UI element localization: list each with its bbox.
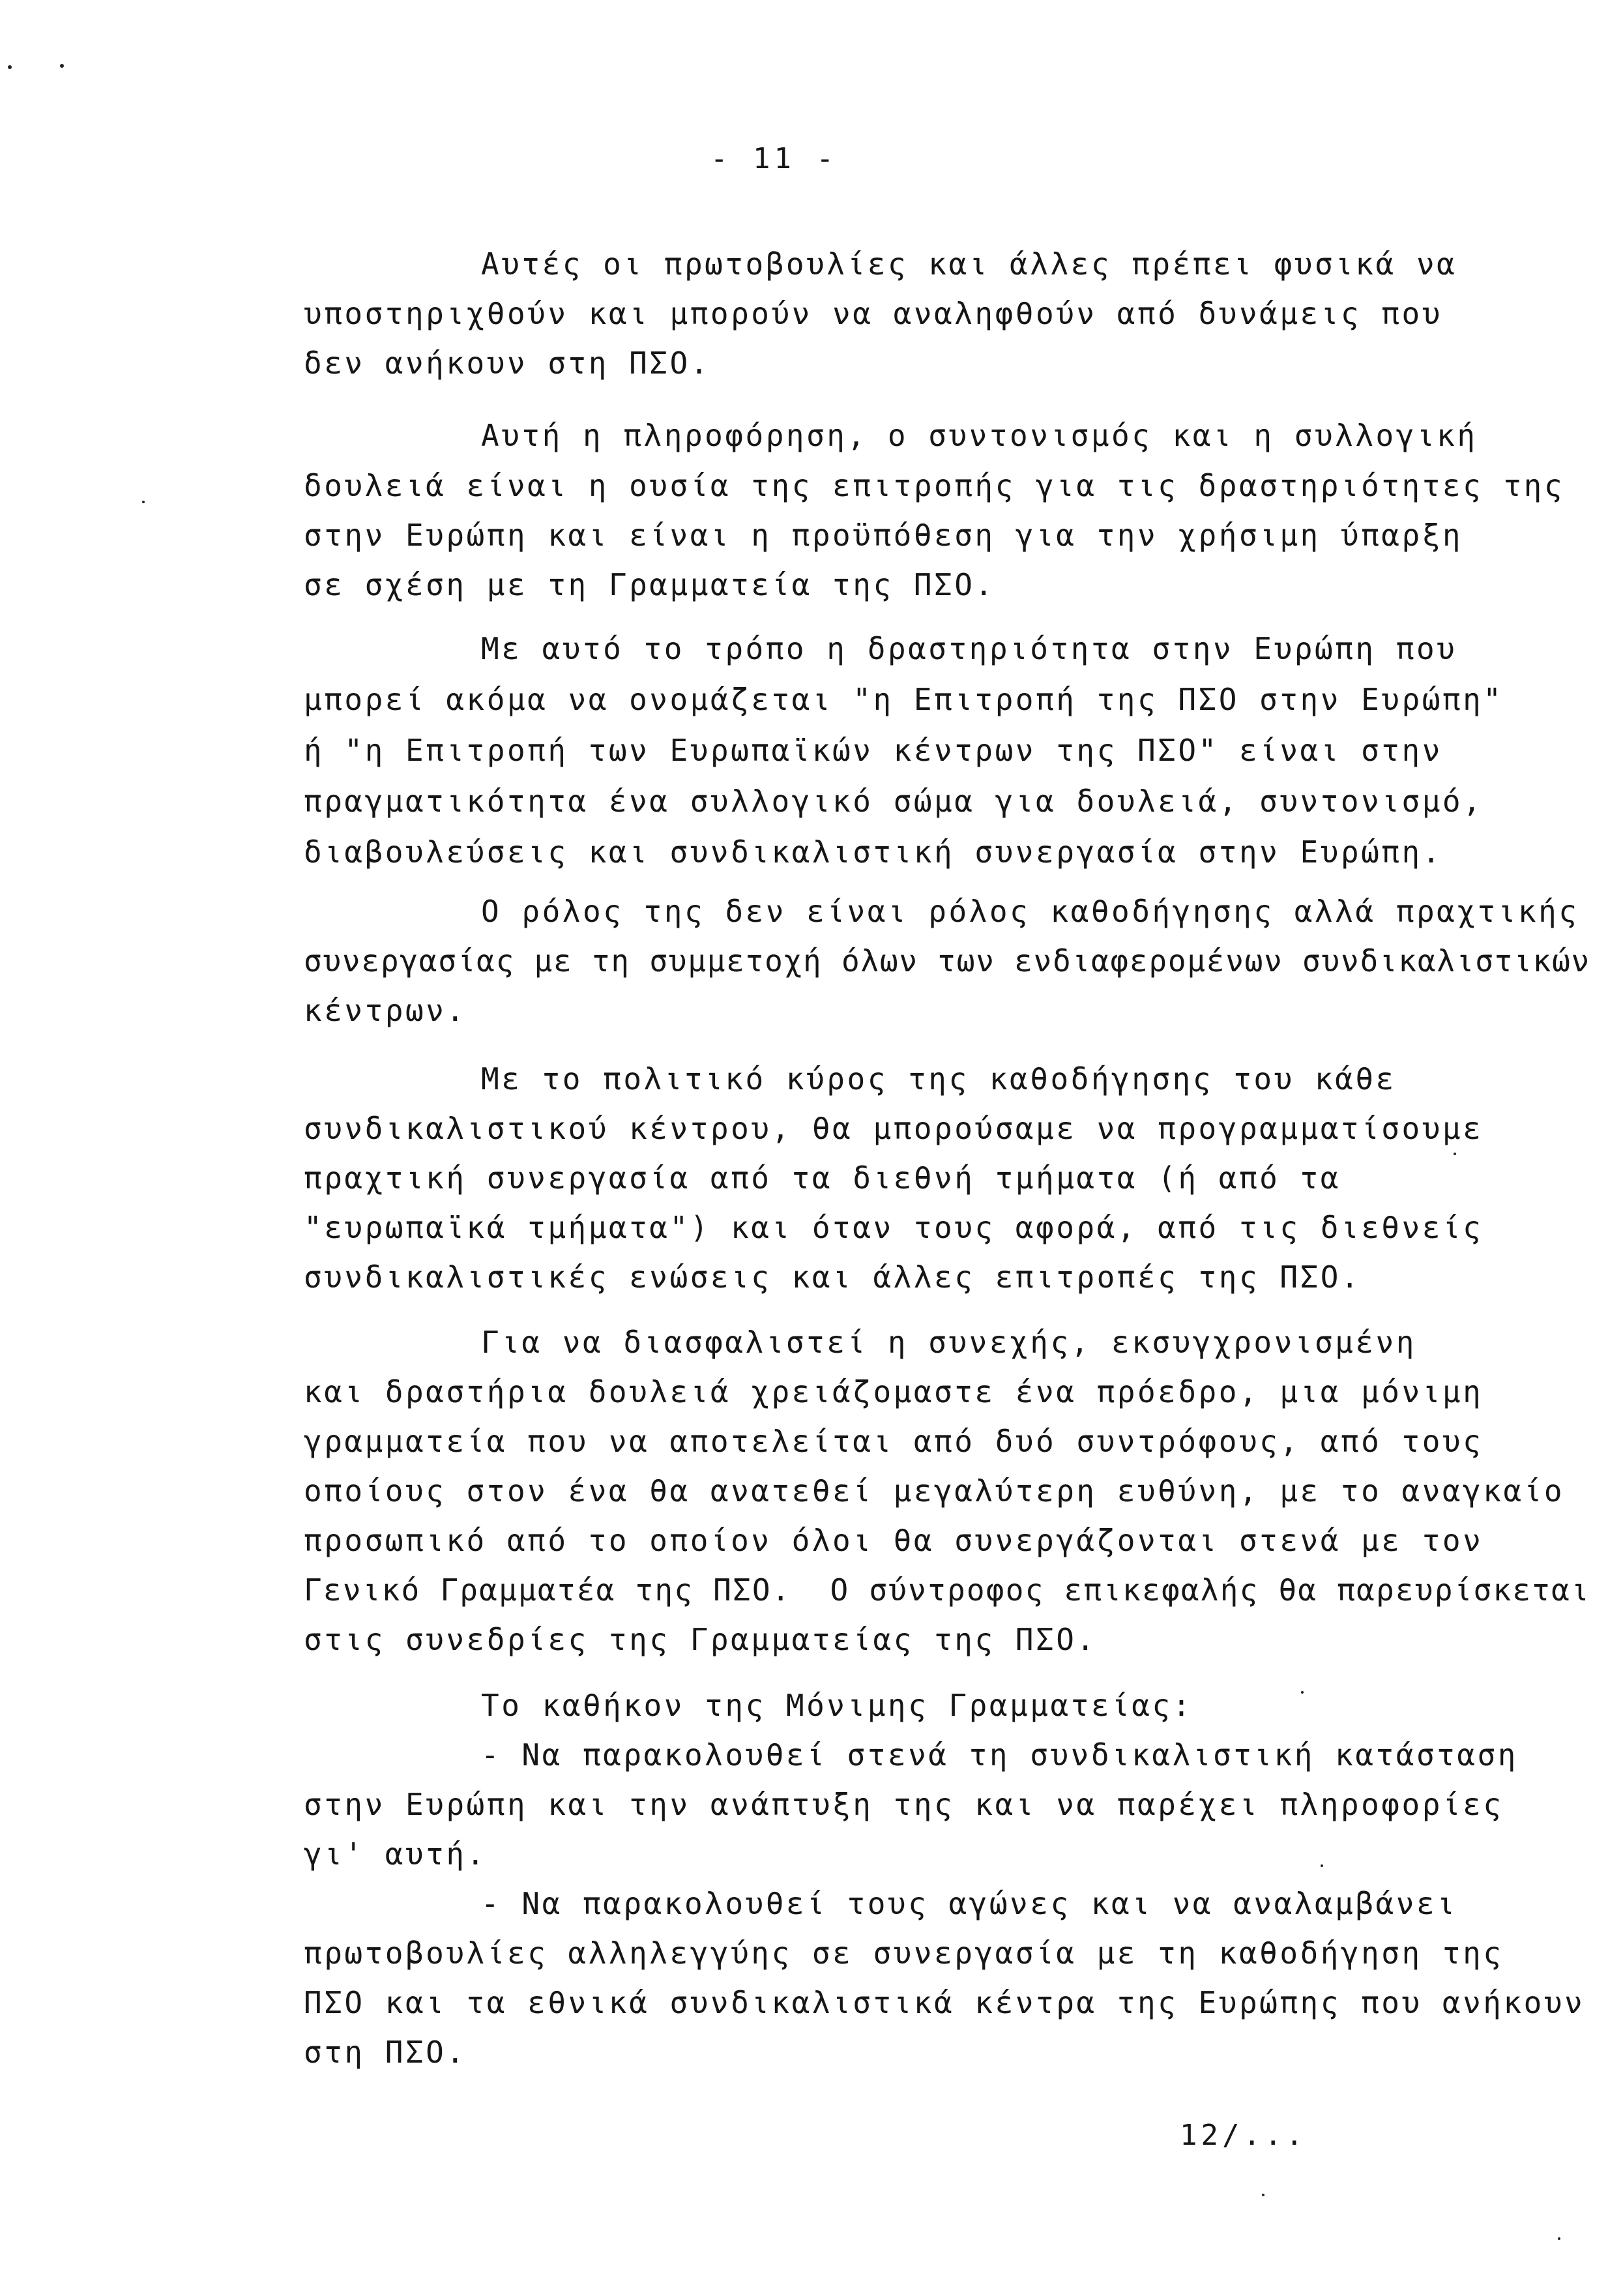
text-line: Με το πολιτικό κύρος της καθοδήγησης του κάθε bbox=[481, 1061, 1396, 1096]
text-line: ΠΣΟ και τα εθνικά συνδικαλιστικά κέντρα της Ευρώπης που ανήκουν bbox=[304, 1985, 1585, 2020]
text-line: γραμματεία που να αποτελείται από δυό συντρόφους, από τους bbox=[304, 1424, 1484, 1459]
text-line: διαβουλεύσεις και συνδικαλιστική συνεργασία στην Ευρώπη. bbox=[304, 834, 1442, 870]
scan-speck bbox=[1454, 1153, 1456, 1155]
text-line: στη ΠΣΟ. bbox=[304, 2035, 467, 2070]
text-line: δεν ανήκουν στη ΠΣΟ. bbox=[304, 346, 710, 381]
page-number: - 11 - bbox=[710, 142, 838, 175]
text-line: - Να παρακολουθεί τους αγώνες και να αναλαμβάνει bbox=[481, 1886, 1457, 1921]
text-line: στην Ευρώπη και την ανάπτυξη της και να παρέχει πληροφορίες bbox=[304, 1787, 1504, 1822]
text-line: "ευρωπαϊκά τμήματα") και όταν τους αφορά, από τις διεθνείς bbox=[304, 1210, 1484, 1245]
text-line: γι' αυτή. bbox=[304, 1836, 487, 1872]
scan-speck bbox=[8, 65, 12, 69]
text-line: Αυτή η πληροφόρηση, ο συντονισμός και η συλλογική bbox=[481, 418, 1478, 453]
text-line: σε σχέση με τη Γραμματεία της ΠΣΟ. bbox=[304, 567, 995, 602]
scan-speck bbox=[1301, 1691, 1304, 1694]
text-line: συνδικαλιστικού κέντρου, θα μπορούσαμε να προγραμματίσουμε bbox=[304, 1111, 1484, 1146]
scan-speck bbox=[142, 501, 145, 503]
text-line: συνδικαλιστικές ενώσεις και άλλες επιτροπές της ΠΣΟ. bbox=[304, 1259, 1362, 1295]
text-line: πρωτοβουλίες αλληλεγγύης σε συνεργασία με τη καθοδήγηση της bbox=[304, 1935, 1504, 1971]
scan-speck bbox=[60, 64, 64, 68]
text-line: πραχτική συνεργασία από τα διεθνή τμήματα (ή από τα bbox=[304, 1160, 1341, 1196]
text-line: - Να παρακολουθεί στενά τη συνδικαλιστική κατάσταση bbox=[481, 1737, 1518, 1773]
text-line: κέντρων. bbox=[304, 993, 467, 1028]
continuation-marker: 12/... bbox=[1180, 2119, 1307, 2152]
text-line: μπορεί ακόμα να ονομάζεται "η Επιτροπή της ΠΣΟ στην Ευρώπη" bbox=[304, 682, 1504, 717]
scan-speck bbox=[1558, 2237, 1560, 2240]
text-line: στις συνεδρίες της Γραμματείας της ΠΣΟ. bbox=[304, 1622, 1097, 1657]
text-line: προσωπικό από το οποίον όλοι θα συνεργάζονται στενά με τον bbox=[304, 1523, 1484, 1558]
text-line: Αυτές οι πρωτοβουλίες και άλλες πρέπει φυσικά να bbox=[481, 246, 1457, 282]
text-line: Με αυτό το τρόπο η δραστηριότητα στην Ευρώπη που bbox=[481, 631, 1457, 666]
text-line: και δραστήρια δουλειά χρειάζομαστε ένα πρόεδρο, μια μόνιμη bbox=[304, 1374, 1484, 1409]
text-line: υποστηριχθούν και μπορούν να αναληφθούν από δυνάμεις που bbox=[304, 296, 1442, 331]
text-line: στην Ευρώπη και είναι η προϋπόθεση για την χρήσιμη ύπαρξη bbox=[304, 518, 1463, 553]
text-line: ή "η Επιτροπή των Ευρωπαϊκών κέντρων της ΠΣΟ" είναι στην bbox=[304, 733, 1442, 768]
text-line: Για να διασφαλιστεί η συνεχής, εκσυγχρονισμένη bbox=[481, 1325, 1416, 1360]
text-line: οποίους στον ένα θα ανατεθεί μεγαλύτερη ευθύνη, με το αναγκαίο bbox=[304, 1473, 1565, 1509]
text-line: Το καθήκον της Μόνιμης Γραμματείας: bbox=[481, 1688, 1193, 1723]
scan-speck bbox=[1262, 2194, 1264, 2196]
scan-speck bbox=[1321, 1864, 1323, 1867]
text-line: Ο ρόλος της δεν είναι ρόλος καθοδήγησης αλλά πραχτικής bbox=[481, 894, 1579, 929]
text-line: δουλειά είναι η ουσία της επιτροπής για τις δραστηριότητες της bbox=[304, 468, 1565, 503]
text-line: πραγματικότητα ένα συλλογικό σώμα για δουλειά, συντονισμό, bbox=[304, 784, 1484, 819]
text-line: συνεργασίας με τη συμμετοχή όλων των ενδιαφερομένων συνδικαλιστικών bbox=[304, 943, 1590, 979]
text-line: Γενικό Γραμματέα της ΠΣΟ. Ο σύντροφος επικεφαλής θα παρευρίσκεται bbox=[304, 1572, 1590, 1608]
